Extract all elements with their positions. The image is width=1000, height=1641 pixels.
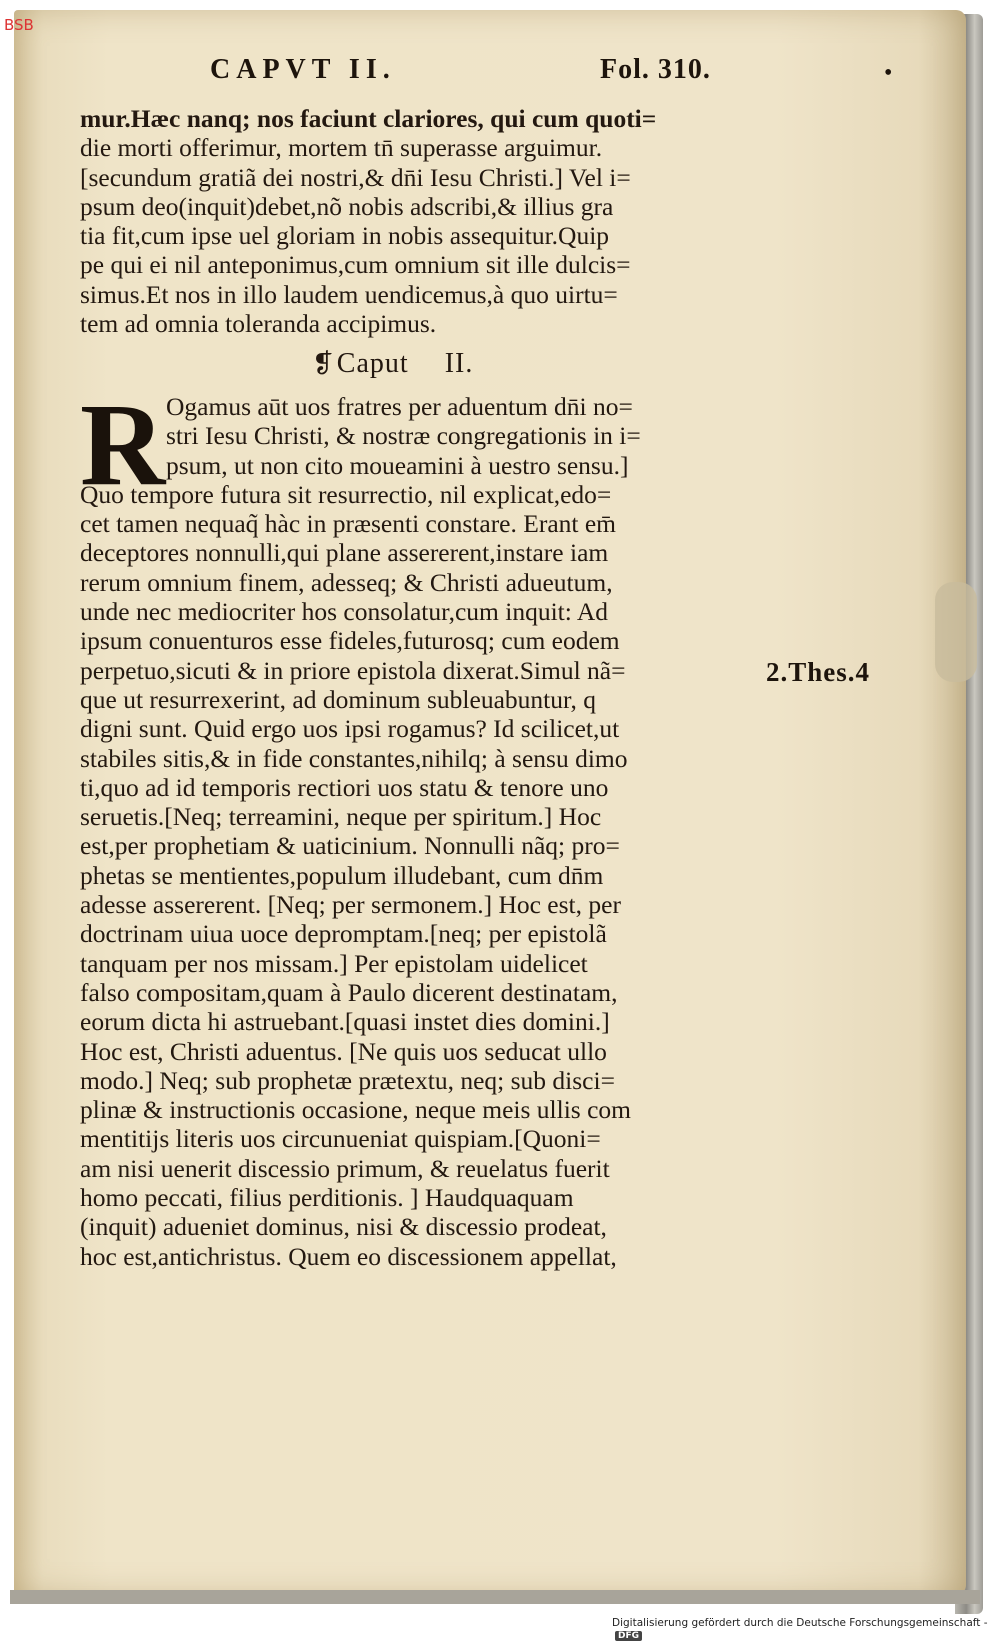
pilcrow-icon: ❡: [312, 349, 335, 378]
text-line: hoc est,antichristus. Quem eo discessionem appellat,: [80, 1241, 617, 1271]
chapter-label: Caput: [336, 348, 409, 379]
running-header: [210, 54, 770, 94]
text-line: tanquam per nos missam.] Per epistolam uidelicet: [80, 948, 588, 978]
funding-footer: [612, 1617, 1000, 1641]
text-line: am nisi uenerit discessio primum, & reuelatus fuerit: [80, 1153, 610, 1183]
header-mark: •: [884, 60, 893, 86]
text-line: ipsum conuenturos esse fideles,futurosq; cum eodem: [80, 626, 620, 656]
text-line: Ogamus aūt uos fratres per aduentum dn̄i no=: [166, 392, 633, 421]
text-line: stri Iesu Christi, & nostræ congregationis in i=: [166, 421, 641, 451]
text-line: mentitijs literis uos circunueniat quispiam.[Quoni=: [80, 1124, 601, 1154]
chapter-number: II.: [444, 348, 474, 379]
text-line: digni sunt. Quid ergo uos ipsi rogamus? Id scilicet,ut: [80, 714, 620, 744]
text-line: die morti offerimur, mortem tn̄ superasse arguimur.: [80, 133, 603, 163]
text-line: [secundum gratiã dei nostri,& dn̄i Iesu Christi.] Vel i=: [80, 162, 631, 192]
text-line: perpetuo,sicuti & in priore epistola dixerat.Simul nã=: [80, 655, 626, 685]
text-line: phetas se mentientes,populum illudebant, cum dn̄m: [80, 860, 604, 890]
text-line: tem ad omnia toleranda accipimus.: [80, 309, 437, 339]
text-line: est,per prophetiam & uaticinium. Nonnulli nãq; pro=: [80, 831, 620, 861]
text-line: falso compositam,quam à Paulo dicerent destinatam,: [80, 977, 618, 1007]
text-line: adesse assererent. [Neq; per sermonem.] Hoc est, per: [80, 890, 621, 920]
text-line: stabiles sitis,& in fide constantes,nihilq; à sensu dimo: [80, 743, 628, 773]
text-line: que ut resurrexerint, ad dominum subleuabuntur, q: [80, 684, 596, 714]
margin-reference: 2.Thes.4: [766, 657, 871, 687]
folio-number: Fol. 310.: [600, 54, 711, 85]
text-line: eorum dicta hi astruebant.[quasi instet dies domini.]: [80, 1007, 610, 1037]
text-block-main: [80, 379, 760, 1271]
text-line: cet tamen nequaq̃ hàc in præsenti constare. Erant em̄: [80, 509, 616, 539]
text-line: doctrinam uiua uoce depromptam.[neq; per epistolã: [80, 919, 607, 949]
text-block-top: [80, 104, 760, 338]
text-line: tia fit,cum ipse uel gloriam in nobis assequitur.Quip: [80, 221, 610, 251]
text-line: homo peccati, filius perditionis. ] Haudquaquam: [80, 1183, 574, 1213]
text-line: Hoc est, Christi aduentus. [Ne quis uos seducat ullo: [80, 1036, 607, 1066]
text-line: deceptores nonnulli,qui plane assererent,instare iam: [80, 538, 609, 568]
drop-cap-initial: R: [80, 379, 166, 510]
library-watermark: BSB: [4, 16, 34, 34]
footer-text: Digitalisierung gefördert durch die Deutsche Forschungsgemeinschaft -: [612, 1617, 988, 1629]
text-line: Quo tempore futura sit resurrectio, nil explicat,edo=: [80, 479, 612, 509]
text-line: psum deo(inquit)debet,nõ nobis adscribi,& illius gra: [80, 191, 614, 221]
dfg-logo: DFG: [615, 1631, 642, 1641]
text-line: unde nec mediocriter hos consolatur,cum inquit: Ad: [80, 597, 608, 627]
text-line: ti,quo ad id temporis rectiori uos statu & tenore uno: [80, 772, 609, 802]
text-line: simus.Et nos in illo laudem uendicemus,à quo uirtu=: [80, 279, 618, 309]
text-line: psum, ut non cito moueamini à uestro sensu.]: [166, 450, 629, 480]
text-line: seruetis.[Neq; terreamini, neque per spiritum.] Hoc: [80, 802, 602, 832]
page-tab: [935, 582, 977, 682]
text-line: rerum omnium finem, adesseq; & Christi adueutum,: [80, 567, 613, 597]
text-line: plinæ & instructionis occasione, neque meis ullis com: [80, 1095, 632, 1125]
page-bottom-shadow: [10, 1590, 980, 1604]
text-line: mur.Hæc nanq; nos faciunt clariores, qui cum quoti=: [80, 104, 657, 133]
chapter-heading: [312, 348, 473, 380]
text-line: (inquit) adueniet dominus, nisi & discessio prodeat,: [80, 1212, 607, 1242]
header-title: CAPVT II.: [210, 54, 396, 85]
text-line: modo.] Neq; sub prophetæ prætextu, neq; sub disci=: [80, 1065, 615, 1095]
text-line: pe qui ei nil anteponimus,cum omnium sit ille dulcis=: [80, 250, 631, 280]
